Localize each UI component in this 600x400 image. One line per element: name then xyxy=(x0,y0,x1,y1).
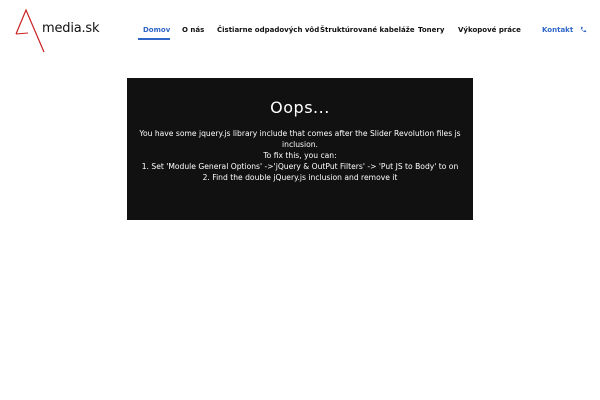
contact-label: Kontakt xyxy=(542,26,574,34)
error-line: 2. Find the double jQuery.js inclusion and remove it xyxy=(202,172,398,182)
logo-text: media.sk xyxy=(42,21,100,36)
error-line: To fix this, you can: xyxy=(263,150,337,160)
phone-icon xyxy=(580,26,587,36)
error-message xyxy=(139,129,461,184)
site-header xyxy=(0,0,600,60)
active-nav-indicator xyxy=(138,38,170,40)
contact-link[interactable] xyxy=(542,25,587,36)
nav-item-domov[interactable]: Domov xyxy=(143,26,171,34)
site-logo[interactable] xyxy=(14,8,100,54)
error-line: You have some jquery.js library include that comes after the Slider Revolution files js inclusion. xyxy=(139,129,461,149)
nav-item-tonery[interactable]: Tonery xyxy=(418,26,445,34)
nav-item-o-nas[interactable]: O nás xyxy=(182,26,205,34)
nav-item-vykopove-prace[interactable]: Výkopové práce xyxy=(458,26,521,34)
nav-item-cistiarne[interactable]: Čistiarne odpadových vôd xyxy=(217,26,320,34)
error-title: Oops... xyxy=(270,98,330,117)
nav-item-kabelaze[interactable]: Štruktúrované kabeláže xyxy=(320,26,415,34)
error-line: 1. Set 'Module General Options' ->'jQuery & OutPut Filters' -> 'Put JS to Body' to on xyxy=(141,161,459,171)
slider-error-box xyxy=(127,78,473,220)
